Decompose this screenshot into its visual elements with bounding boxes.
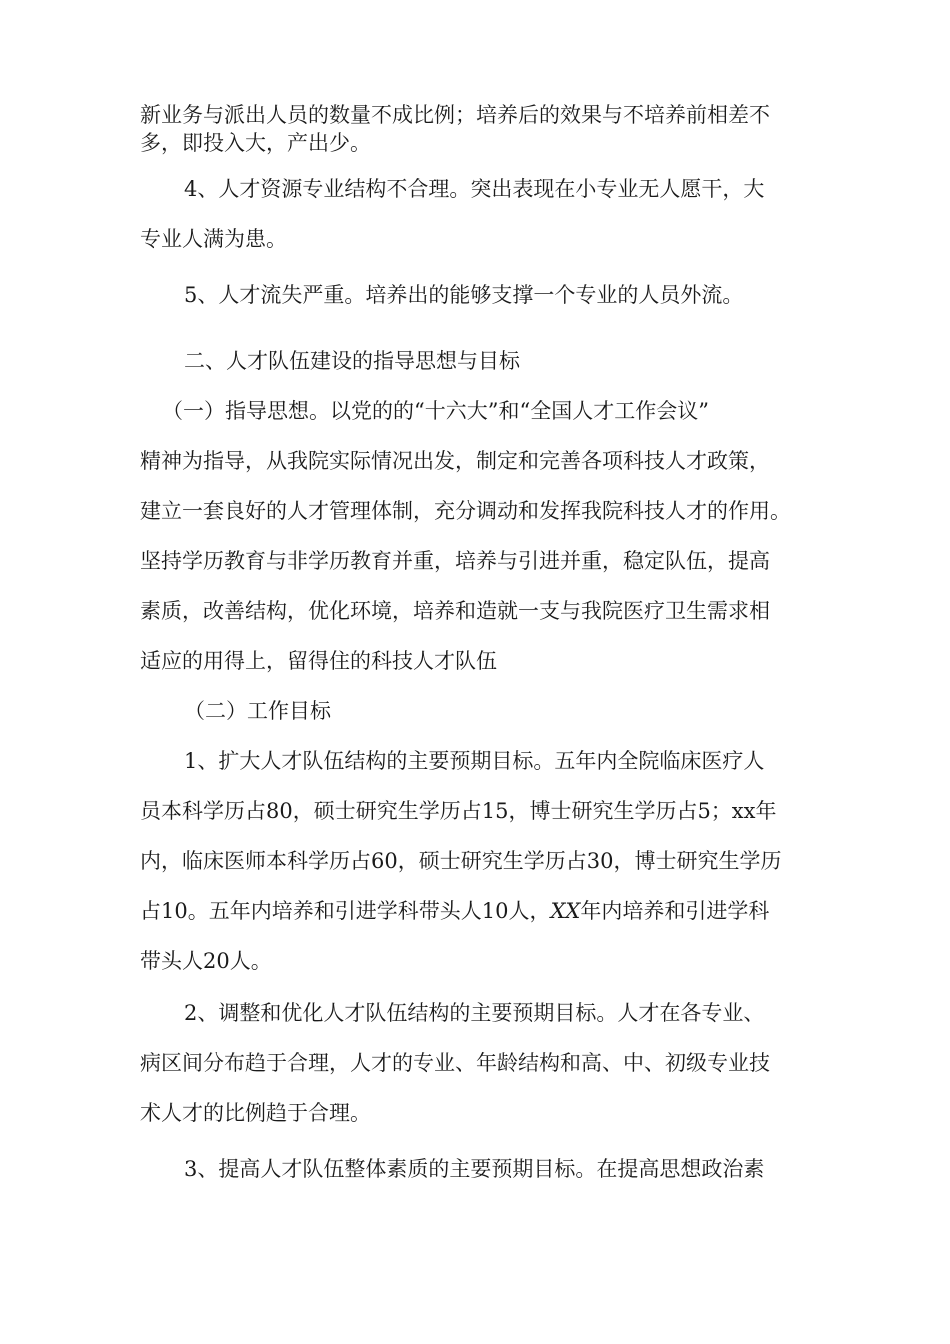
goal-2-line-3: 术人才的比例趋于合理。	[140, 1101, 371, 1125]
goals-heading: （二）工作目标	[184, 699, 331, 723]
goal-3-line-1: 3、提高人才队伍整体素质的主要预期目标。在提高思想政治素	[184, 1157, 765, 1181]
item-4-line-2: 专业人满为患。	[140, 227, 287, 251]
goal-1-line-4	[140, 898, 769, 924]
guiding-line-6: 适应的用得上，留得住的科技人才队伍	[140, 649, 497, 673]
guiding-line-3: 建立一套良好的人才管理体制，充分调动和发挥我院科技人才的作用。	[140, 499, 791, 523]
guiding-line-2: 精神为指导，从我院实际情况出发，制定和完善各项科技人才政策，	[140, 449, 770, 473]
section-2-heading: 二、人才队伍建设的指导思想与目标	[184, 349, 520, 373]
guiding-line-4: 坚持学历教育与非学历教育并重，培养与引进并重，稳定队伍，提高	[140, 549, 770, 573]
item-4-line-1: 4、人才资源专业结构不合理。突出表现在小专业无人愿干，大	[184, 177, 765, 201]
goal-1-line-3: 内，临床医师本科学历占60，硕士研究生学历占30，博士研究生学历	[140, 849, 782, 873]
goal-2-line-2: 病区间分布趋于合理，人才的专业、年龄结构和高、中、初级专业技	[140, 1051, 770, 1075]
goal-1-line-2: 员本科学历占80，硕士研究生学历占15，博士研究生学历占5；xx年	[140, 799, 777, 823]
guiding-line-5: 素质，改善结构，优化环境，培养和造就一支与我院医疗卫生需求相	[140, 599, 770, 623]
goal-1-line-5: 带头人20人。	[140, 949, 272, 973]
goal-2-line-1: 2、调整和优化人才队伍结构的主要预期目标。人才在各专业、	[184, 1001, 765, 1025]
goal-1-line-4-part-a: 占10。五年内培养和引进学科带头人10人，	[140, 899, 551, 923]
goal-1-line-4-part-c: 年内培养和引进学科	[580, 899, 770, 923]
paragraph-intro-line-2: 多，即投入大，产出少。	[140, 131, 371, 155]
guiding-line-1: （一）指导思想。以党的的“十六大”和“全国人才工作会议”	[162, 399, 709, 423]
goal-1-line-4-italic-xx: XX	[550, 899, 581, 923]
goal-1-line-1: 1、扩大人才队伍结构的主要预期目标。五年内全院临床医疗人	[184, 749, 765, 773]
item-5-line-1: 5、人才流失严重。培养出的能够支撑一个专业的人员外流。	[184, 283, 744, 307]
paragraph-intro-line-1: 新业务与派出人员的数量不成比例；培养后的效果与不培养前相差不	[140, 103, 770, 127]
